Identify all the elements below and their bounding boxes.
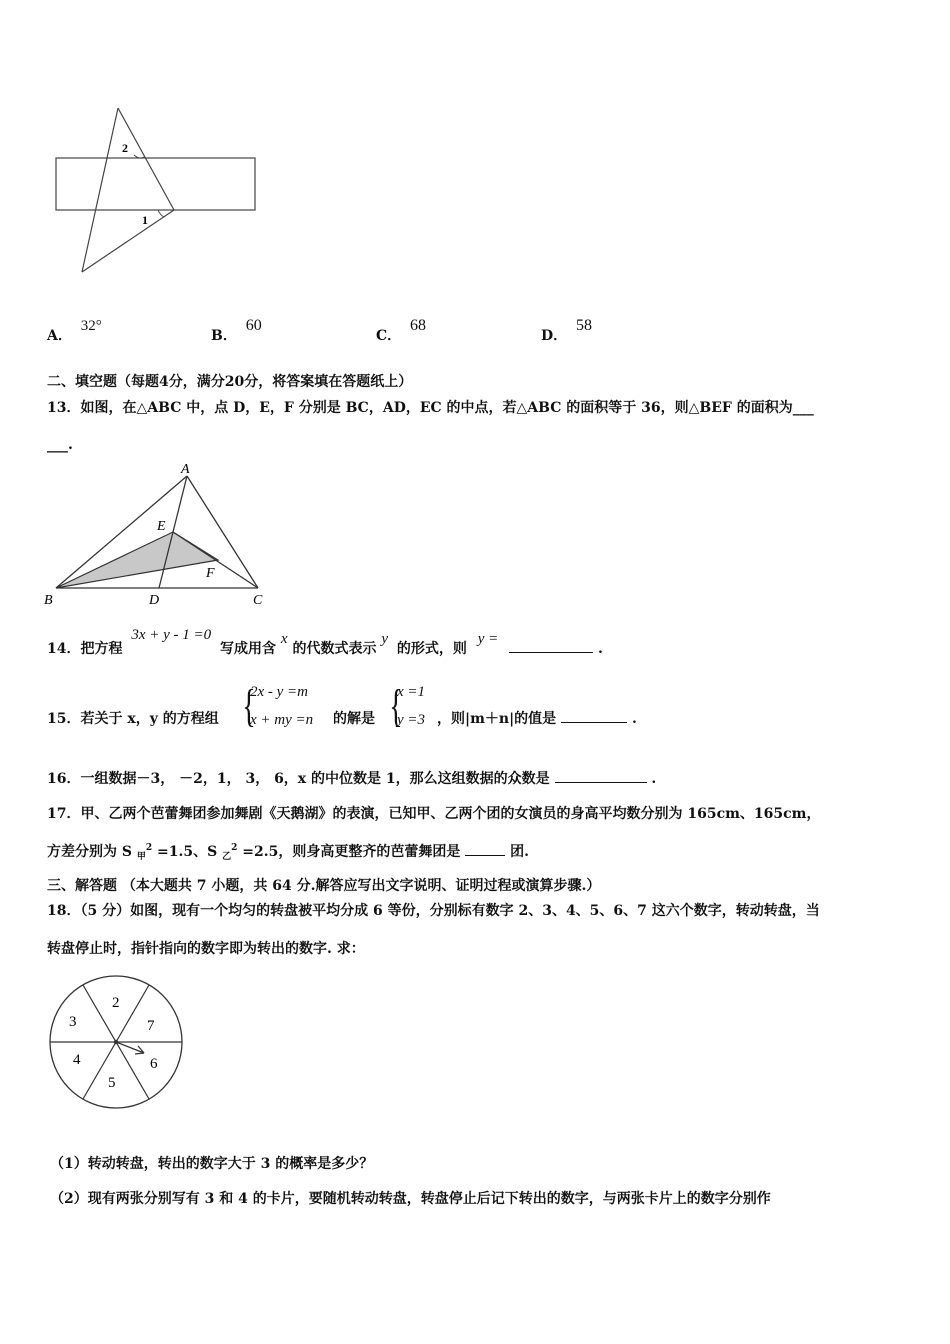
vertex-label-c: C [253, 593, 263, 608]
q14-var-x: x [280, 631, 288, 647]
q14-answer-blank [509, 638, 593, 653]
section-3-title: 三、解答题 （本大题共 7 小题，共 64 分.解答应写出文字说明、证明过程或演算步骤.） [47, 878, 601, 894]
triangle-abc-figure [40, 458, 280, 608]
rectangle-triangle-figure [50, 100, 265, 280]
q15-mid: 的解是 [333, 711, 375, 727]
figure-rectangle [56, 158, 255, 210]
q17-sub-yi: 乙 [222, 852, 232, 862]
q17-sup-yi: 2 [231, 843, 238, 853]
q14-var-y: y [381, 631, 389, 647]
question-13-line1: 13．如图，在△ABC 中，点 D，E，F 分别是 BC，AD，EC 的中点，若△ABC 的面积等于 36，则△BEF 的面积为___ [47, 400, 814, 416]
question-15 [47, 708, 219, 728]
vertex-label-a: A [181, 462, 190, 477]
q15-sol2: y =3 [397, 712, 426, 728]
figure-triangle-side [82, 210, 174, 272]
angle-1-arc [158, 210, 164, 217]
q14-mid2: 的代数式表示 [292, 641, 377, 657]
spinner-figure [46, 975, 188, 1113]
option-value: 60 [245, 317, 262, 334]
q17-val-yi: =2.5，则身高更整齐的芭蕾舞团是 [242, 844, 461, 860]
q15-brace: { [242, 680, 256, 731]
q17-val-jia: =1.5、S [157, 844, 218, 860]
vertex-label-e: E [157, 519, 166, 534]
q16-answer-blank [555, 768, 647, 783]
q15-tail [437, 708, 637, 728]
q14-mid3: 的形式，则 [396, 641, 467, 657]
option-value: 68 [410, 317, 427, 334]
q14-y-eq: y = [477, 631, 499, 647]
q15-prefix: 15．若关于 x，y 的方程组 [47, 711, 219, 727]
q15-answer-blank [561, 708, 627, 723]
question-18-line2: 转盘停止时，指针指向的数字即为转出的数字. 求： [47, 941, 365, 957]
figure-triangle-side [82, 108, 118, 272]
vertex-label-d: D [149, 593, 160, 608]
question-18-line1: 18．（5 分）如图，现有一个均匀的转盘被平均分成 6 等份，分别标有数字 2、3、4、5、6、7 这六个数字，转动转盘，当 [47, 903, 820, 919]
vertex-label-f: F [206, 566, 215, 581]
q17-sub-jia: 甲 [136, 852, 146, 862]
q15-eq2: x + my =n [250, 712, 314, 728]
q14-equation: 3x + y - 1 =0 [131, 627, 212, 643]
question-13-line2: ___. [47, 437, 73, 453]
q17-line2-end: 团. [510, 844, 529, 860]
spinner-number-2: 2 [112, 995, 120, 1011]
spinner-number-5: 5 [108, 1075, 116, 1091]
angle-label-1: 1 [142, 213, 148, 227]
question-16 [47, 768, 656, 788]
q16-text: 16．一组数据－3， －2，1， 3， 6，x 的中位数是 1，那么这组数据的众数是 [47, 771, 550, 787]
spinner-number-7: 7 [147, 1018, 155, 1034]
question-14 [47, 627, 603, 658]
option-b [211, 317, 262, 345]
option-a [47, 318, 102, 345]
spinner-center [114, 1040, 118, 1044]
shaded-triangle-bef [56, 532, 218, 588]
q14-prefix: 14．把方程 [47, 641, 123, 657]
question-18-sub1: （1）转动转盘，转出的数字大于 3 的概率是多少？ [50, 1156, 374, 1172]
option-value: 32° [80, 318, 102, 334]
vertex-label-b: B [44, 593, 53, 608]
figure-triangle-side [118, 108, 174, 210]
q15-sol1: x =1 [397, 684, 426, 700]
question-18-sub2: （2）现有两张分别写有 3 和 4 的卡片，要随机转动转盘，转盘停止后记下转出的数字，与两张卡片上的数字分别作 [50, 1191, 771, 1207]
option-d [541, 317, 593, 345]
question-17-line2 [47, 841, 529, 861]
q17-line2-pre: 方差分别为 S [47, 844, 132, 860]
side-ac [187, 476, 258, 588]
section-2-title: 二、填空题（每题4分，满分20分，将答案填在答题纸上） [47, 374, 413, 390]
q15-brace-2: { [389, 680, 403, 731]
q14-end: . [598, 641, 603, 657]
q16-end: . [651, 771, 657, 787]
option-letter: D． [541, 328, 568, 344]
q14-mid1: 写成用含 [220, 641, 277, 657]
option-letter: B． [211, 328, 237, 344]
spinner-number-3: 3 [69, 1014, 77, 1030]
q15-end: . [631, 711, 637, 727]
q17-sup-jia: 2 [145, 843, 153, 853]
q15-suffix: ，则|m＋n|的值是 [437, 711, 557, 727]
option-letter: C． [376, 328, 402, 344]
angle-label-2: 2 [122, 141, 128, 155]
option-value: 58 [576, 317, 593, 334]
option-c [376, 317, 427, 345]
q17-answer-blank [465, 841, 505, 856]
question-17-line1: 17．甲、乙两个芭蕾舞团参加舞剧《天鹅湖》的表演，已知甲、乙两个团的女演员的身高平均数分别为 165cm、165cm， [47, 806, 821, 822]
spinner-number-4: 4 [73, 1052, 81, 1068]
spinner-number-6: 6 [150, 1056, 158, 1072]
q15-eq1: 2x - y =m [250, 684, 309, 700]
option-letter: A． [47, 328, 72, 344]
